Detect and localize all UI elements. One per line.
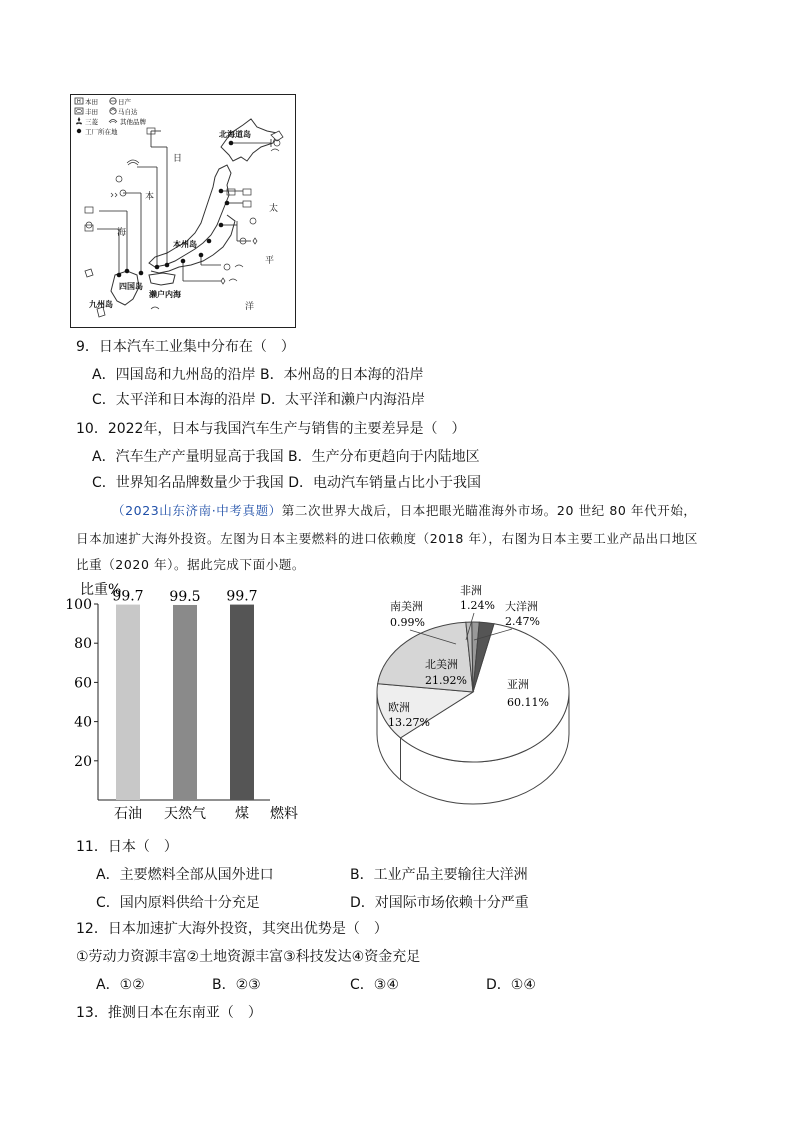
export-share-pie-chart xyxy=(370,580,580,806)
mitsubishi-logo-icon xyxy=(76,117,82,125)
question-10-stem: 10．2022年，日本与我国汽车生产与销售的主要差异是（ ） xyxy=(76,421,466,437)
question-13-stem: 13．推测日本在东南亚（ ） xyxy=(76,1005,262,1021)
sea-label-ri: 日 xyxy=(173,154,183,164)
legend-label: 马自达 xyxy=(118,108,138,116)
legend-label: 本田 xyxy=(85,98,98,106)
pie-slice-name: 非洲 xyxy=(460,584,482,597)
pie-group xyxy=(377,583,569,804)
question-11-stem: 11．日本（ ） xyxy=(76,839,178,855)
bar-ticks xyxy=(65,597,98,770)
question-12-option-a: A．①② xyxy=(96,977,145,993)
ocean-label-yang: 洋 xyxy=(245,302,255,312)
question-9-options-cd: C．太平洋和日本海的沿岸 D．太平洋和濑户内海沿岸 xyxy=(92,392,426,408)
honda-logo-icon xyxy=(75,98,83,105)
japan-auto-map xyxy=(70,94,296,328)
japan-map-svg xyxy=(71,95,295,327)
question-12-option-b: B．②③ xyxy=(212,977,261,993)
bar-xlabel: 燃料 xyxy=(270,806,298,822)
question-11-option-c: C．国内原料供给十分充足 xyxy=(96,895,260,911)
svg-text:H: H xyxy=(77,99,81,105)
seto-label: 濑户内海 xyxy=(149,290,181,299)
question-10-options-ab: A．汽车生产产量明显高于我国 B．生产分布更趋向于内陆地区 xyxy=(92,449,480,465)
bar-y-tick-label: 20 xyxy=(74,753,92,770)
question-source: （2023山东济南·中考真题） xyxy=(112,503,282,518)
bar-category-label: 天然气 xyxy=(164,806,206,822)
bar-ylabel: 比重% xyxy=(80,582,122,598)
intro-line-1 xyxy=(112,501,697,519)
legend-label: 工厂所在地 xyxy=(85,128,118,136)
legend-label: 丰田 xyxy=(85,108,98,116)
question-12-option-d: D．①④ xyxy=(486,977,536,993)
pie-slice-value: 21.92% xyxy=(425,674,467,687)
mazda-logo-icon xyxy=(110,108,116,114)
pie-slice-name: 大洋洲 xyxy=(505,600,538,613)
bar-marks xyxy=(112,589,257,800)
ocean-label-tai: 太 xyxy=(269,204,279,214)
question-12-items: ①劳动力资源丰富②土地资源丰富③科技发达④资金充足 xyxy=(76,949,421,965)
intro-text-1: 第二次世界大战后，日本把眼光瞄准海外市场。20 世纪 80 年代开始， xyxy=(281,503,697,518)
ocean-label-ping: 平 xyxy=(265,256,275,266)
other-brand-icon xyxy=(109,120,117,124)
bar-value-label: 99.7 xyxy=(226,588,258,605)
bar-石油 xyxy=(116,605,140,800)
bar-y-tick-label: 60 xyxy=(74,675,92,692)
bar-天然气 xyxy=(173,605,197,800)
map-legend xyxy=(75,97,147,136)
question-12-stem: 12．日本加速扩大海外投资，其突出优势是（ ） xyxy=(76,921,388,937)
honshu-label: 本州岛 xyxy=(173,240,197,249)
bar-value-label: 99.7 xyxy=(112,588,144,605)
question-10-options-cd: C．世界知名品牌数量少于我国 D．电动汽车销量占比小于我国 xyxy=(92,475,482,491)
question-11-option-b: B．工业产品主要输往大洋洲 xyxy=(350,867,528,883)
pie-slice-name: 南美洲 xyxy=(390,600,423,613)
shikoku-label: 四国岛 xyxy=(119,282,143,291)
pie-slice-name: 欧洲 xyxy=(388,701,410,714)
bar-y-tick-label: 100 xyxy=(65,597,92,613)
legend-label: 三菱 xyxy=(85,118,98,126)
pie-slice-name: 北美洲 xyxy=(425,658,458,671)
question-12-option-c: C．③④ xyxy=(350,977,399,993)
pie-slice-value: 13.27% xyxy=(388,716,430,729)
bar-y-tick-label: 40 xyxy=(74,714,92,731)
kyushu-label: 九州岛 xyxy=(89,300,113,309)
toyota-logo-icon xyxy=(75,108,83,114)
honshu-island xyxy=(149,165,231,267)
nissan-logo-icon xyxy=(110,98,116,104)
pie-slice-value: 0.99% xyxy=(390,616,425,629)
intro-line-2: 日本加速扩大海外投资。左图为日本主要燃料的进口依赖度（2018 年），右图为日本主要工业产品出口地区 xyxy=(76,531,699,546)
shikoku-island xyxy=(149,273,175,285)
intro-line-3: 比重（2020 年）。据此完成下面小题。 xyxy=(76,557,306,572)
legend-label: 日产 xyxy=(118,98,131,106)
bar-value-label: 99.5 xyxy=(169,588,201,605)
pie-slice-value: 60.11% xyxy=(507,696,549,709)
fuel-import-bar-chart xyxy=(65,578,310,828)
bar-category-label: 煤 xyxy=(235,806,249,822)
hokkaido-label: 北海道岛 xyxy=(219,130,251,139)
bar-y-tick-label: 80 xyxy=(74,636,92,653)
bar-煤 xyxy=(230,605,254,800)
bar-category-label: 石油 xyxy=(114,806,142,822)
factory-dot-icon xyxy=(77,129,81,133)
question-9-stem: 9．日本汽车工业集中分布在（ ） xyxy=(76,339,295,355)
pie-slice-value: 1.24% xyxy=(460,599,495,612)
sea-label-hai: 海 xyxy=(117,228,127,238)
pie-slice-value: 2.47% xyxy=(505,615,540,628)
sea-label-ben: 本 xyxy=(145,192,155,202)
pie-slice-name: 亚洲 xyxy=(507,678,529,691)
question-9-options-ab: A．四国岛和九州岛的沿岸 B．本州岛的日本海的沿岸 xyxy=(92,367,424,383)
question-11-option-a: A．主要燃料全部从国外进口 xyxy=(96,867,274,883)
legend-label: 其他品牌 xyxy=(120,118,146,126)
hokkaido-island xyxy=(221,119,277,161)
bar-categories xyxy=(114,805,249,822)
question-11-option-d: D．对国际市场依赖十分严重 xyxy=(350,895,529,911)
